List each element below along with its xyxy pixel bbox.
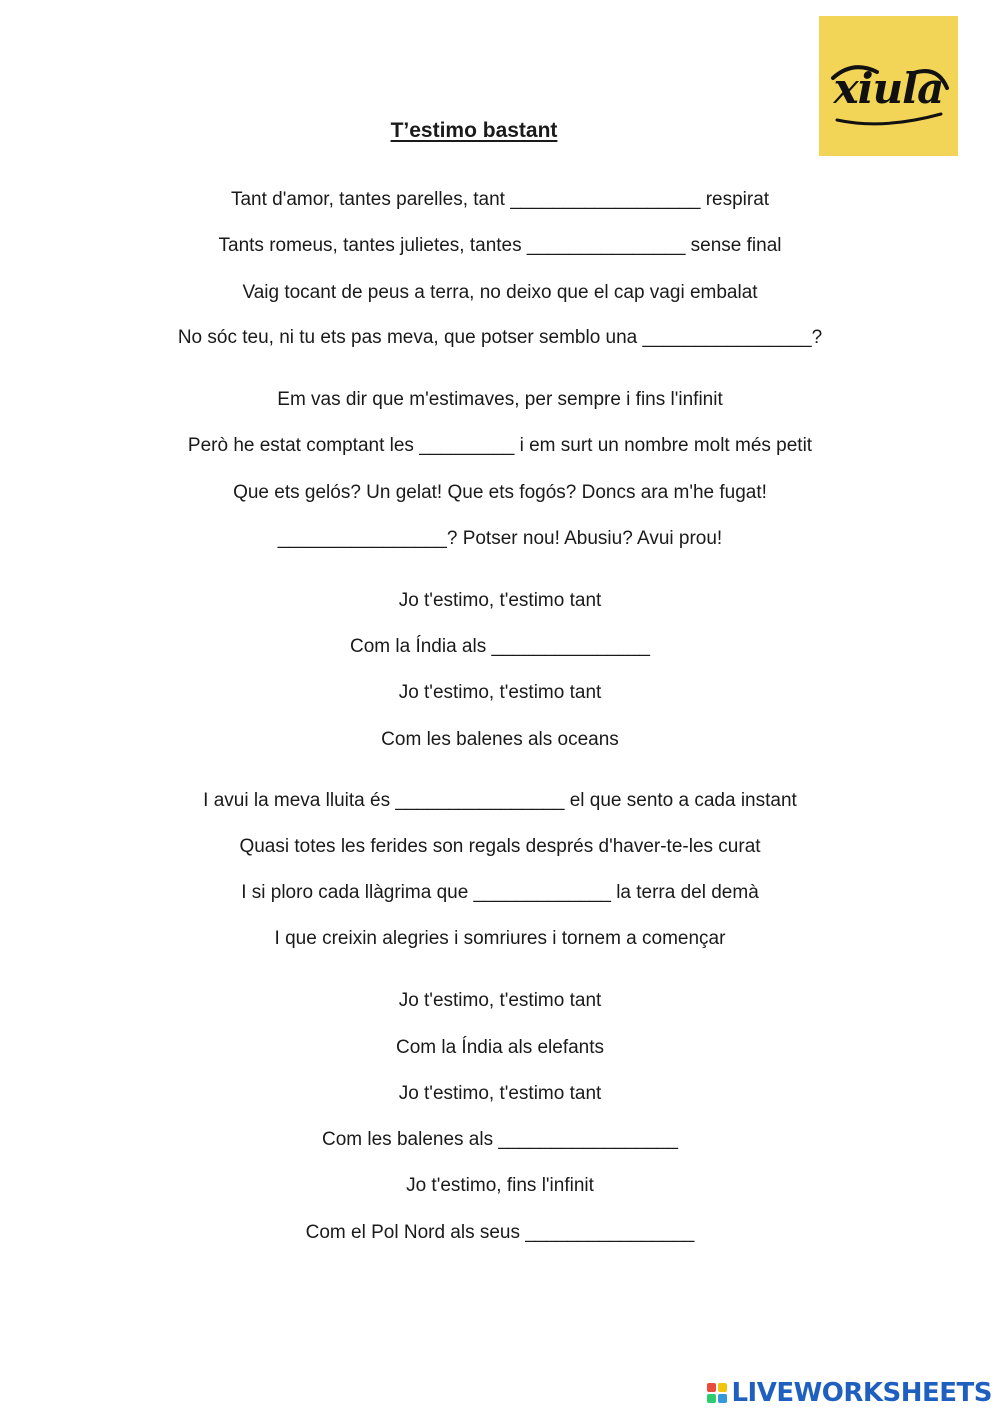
lyric-line: Quasi totes les ferides son regals després d'haver-te-les curat bbox=[239, 836, 761, 857]
lyric-line: Jo t'estimo, t'estimo tant bbox=[398, 990, 602, 1011]
lyric-line: I que creixin alegries i somriures i tornem a començar bbox=[274, 928, 726, 949]
lyric-line: Jo t'estimo, t'estimo tant bbox=[398, 590, 602, 611]
lyric-line: Com les balenes als _________________ bbox=[322, 1129, 678, 1150]
lyric-line: I avui la meva lluita és ________________ el que sento a cada instant bbox=[203, 790, 797, 811]
page-title: T’estimo bastant bbox=[390, 119, 558, 142]
liveworksheets-footer bbox=[707, 1378, 992, 1408]
lyric-line: Jo t'estimo, t'estimo tant bbox=[398, 682, 602, 703]
lyric-line: Vaig tocant de peus a terra, no deixo que el cap vagi embalat bbox=[242, 282, 758, 303]
lyric-line: I si ploro cada llàgrima que _____________ la terra del demà bbox=[241, 882, 759, 903]
lyric-line: ________________? Potser nou! Abusiu? Avui prou! bbox=[277, 528, 723, 549]
lyric-line: Jo t'estimo, fins l'infinit bbox=[406, 1175, 594, 1196]
lyric-line: Que ets gelós? Un gelat! Que ets fogós? Doncs ara m'he fugat! bbox=[233, 482, 767, 503]
lyric-line: Però he estat comptant les _________ i em surt un nombre molt més petit bbox=[187, 435, 813, 456]
lyric-line: Tant d'amor, tantes parelles, tant __________________ respirat bbox=[230, 189, 770, 210]
logo-wordmark: xiula bbox=[833, 64, 944, 113]
lyric-line: Em vas dir que m'estimaves, per sempre i fins l'infinit bbox=[277, 389, 723, 410]
lyric-line: Com les balenes als oceans bbox=[381, 729, 619, 750]
lyric-line: Com la Índia als _______________ bbox=[349, 636, 650, 657]
lyric-line: Tants romeus, tantes julietes, tantes _______________ sense final bbox=[218, 235, 782, 256]
lyric-line: Jo t'estimo, t'estimo tant bbox=[398, 1083, 602, 1104]
lyric-line: No sóc teu, ni tu ets pas meva, que potser semblo una ________________? bbox=[177, 327, 823, 348]
footer-brand: LIVEWORKSHEETS bbox=[731, 1378, 992, 1408]
lyric-line: Com la Índia als elefants bbox=[395, 1037, 605, 1058]
lyric-line: Com el Pol Nord als seus ________________ bbox=[305, 1222, 695, 1243]
liveworksheets-logo-icon bbox=[707, 1383, 727, 1403]
